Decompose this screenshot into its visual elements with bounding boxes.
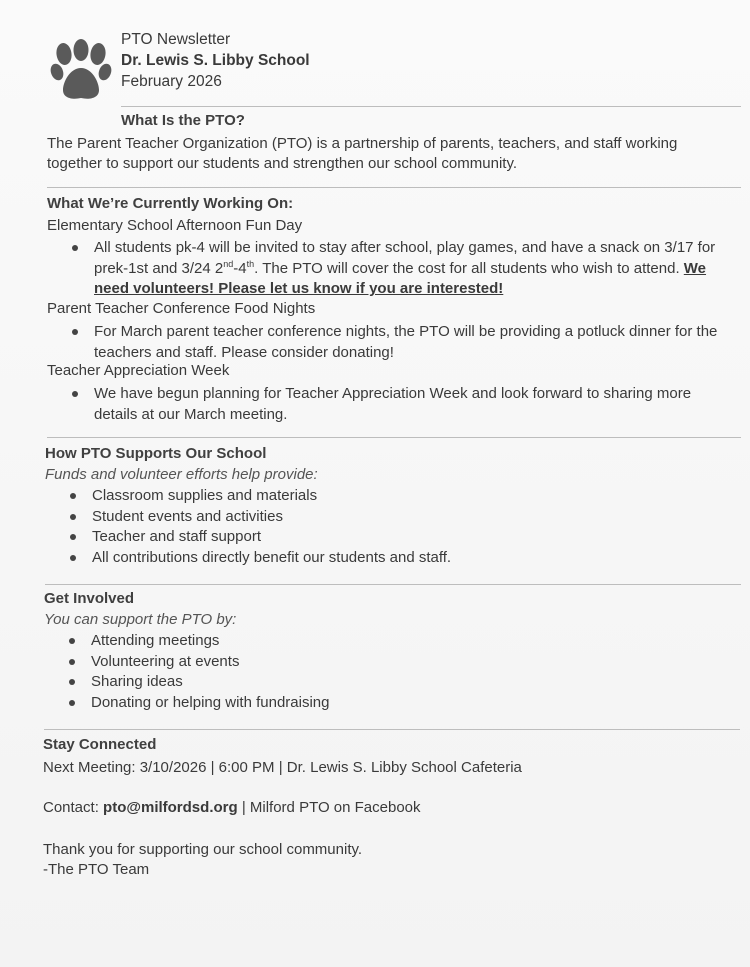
school-name: Dr. Lewis S. Libby School (121, 52, 310, 69)
appreciation-list (70, 384, 730, 425)
list-item: Teacher and staff support (68, 527, 728, 548)
contact-line (43, 798, 421, 818)
what-is-body: The Parent Teacher Organization (PTO) is a partnership of parents, teachers, and staff working together to support our students and strengthen our school community. (47, 135, 678, 172)
list-item (70, 238, 744, 300)
volunteer-call: We need volunteers! Please let us know if you are interested! (94, 259, 707, 297)
newsletter-header (121, 29, 310, 92)
food-nights-title: Parent Teacher Conference Food Nights (47, 300, 316, 317)
facebook-text: | Milford PTO on Facebook (237, 799, 421, 816)
list-item: Student events and activities (68, 507, 728, 528)
supports-intro: Funds and volunteer efforts help provide: (45, 466, 318, 483)
paw-print-icon (50, 38, 112, 102)
divider (45, 584, 741, 585)
superscript: th (246, 258, 255, 269)
list-item: We have begun planning for Teacher Appreciation Week and look forward to sharing more details at our March meeting. (70, 384, 730, 425)
divider (44, 729, 740, 730)
list-item: Attending meetings (67, 631, 727, 652)
list-item: Classroom supplies and materials (68, 486, 728, 507)
thanks-text: Thank you for supporting our school community. (43, 841, 363, 858)
list-item: All contributions directly benefit our students and staff. (68, 548, 728, 569)
contact-email-link[interactable]: pto@milfordsd.org (103, 799, 238, 816)
divider (121, 106, 741, 107)
fun-day-list (70, 238, 744, 300)
fun-day-title: Elementary School Afternoon Fun Day (47, 217, 303, 234)
divider (47, 187, 741, 188)
newsletter-label: PTO Newsletter (121, 31, 231, 48)
list-item: Donating or helping with fundraising (67, 693, 727, 714)
fun-day-text: -4 (233, 259, 247, 277)
supports-list (68, 486, 728, 568)
list-item: Sharing ideas (67, 672, 727, 693)
section-heading-connected: Stay Connected (43, 736, 157, 753)
food-nights-list (70, 322, 744, 363)
section-heading-what-is: What Is the PTO? (121, 112, 245, 129)
list-item: Volunteering at events (67, 652, 727, 673)
superscript: nd (223, 258, 234, 269)
section-heading-involved: Get Involved (44, 590, 135, 607)
section-heading-working-on: What We’re Currently Working On: (47, 195, 294, 212)
fun-day-text: All students pk-4 will be invited to stay after school, play games, and have a snack on 3/17 for prek-1st and 3/24 2 (94, 239, 716, 277)
divider (47, 437, 741, 438)
issue-date: February 2026 (121, 73, 222, 90)
appreciation-title: Teacher Appreciation Week (47, 362, 230, 379)
next-meeting: Next Meeting: 3/10/2026 | 6:00 PM | Dr. Lewis S. Libby School Cafeteria (43, 759, 522, 776)
involved-intro: You can support the PTO by: (44, 611, 237, 628)
contact-label: Contact: (43, 799, 104, 816)
signoff-text: -The PTO Team (43, 861, 150, 878)
involved-list (67, 631, 727, 713)
fun-day-text: . The PTO will cover the cost for all students who wish to attend. (254, 259, 684, 277)
section-heading-supports: How PTO Supports Our School (45, 445, 267, 462)
list-item: For March parent teacher conference nights, the PTO will be providing a potluck dinner for the teachers and staff. Please consider donating! (70, 322, 744, 363)
